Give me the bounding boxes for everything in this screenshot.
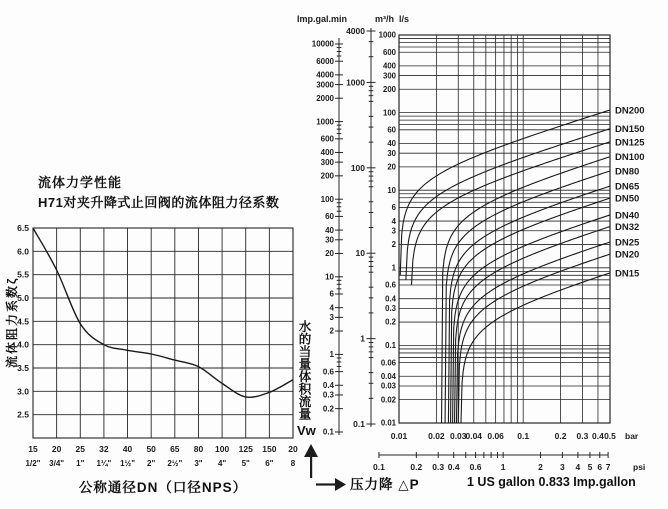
svg-text:1000: 1000 [316,117,334,127]
label-DN20: DN20 [615,249,640,261]
svg-text:2: 2 [391,240,396,250]
svg-text:2: 2 [329,326,334,336]
svg-text:0.02: 0.02 [428,431,445,441]
svg-text:0.4: 0.4 [385,294,396,304]
svg-text:0.04: 0.04 [380,371,396,381]
left-chart-title: 流体力学性能 [38,175,123,190]
svg-text:1: 1 [329,350,334,360]
svg-text:6: 6 [597,462,603,472]
svg-text:3: 3 [391,226,396,236]
curve-DN32 [455,227,610,423]
svg-text:200: 200 [320,171,334,181]
svg-text:0.3: 0.3 [385,304,396,314]
svg-text:Imp.gal.min: Imp.gal.min [297,14,348,24]
svg-text:8: 8 [290,459,296,468]
svg-text:0.4: 0.4 [322,380,334,390]
zeta-curve [33,228,293,397]
svg-text:32: 32 [99,444,109,454]
svg-text:1: 1 [391,263,396,273]
svg-text:0.4: 0.4 [447,462,460,472]
curve-DN200 [400,110,610,275]
svg-text:4.0: 4.0 [17,339,29,350]
svg-text:4000: 4000 [316,70,334,80]
svg-text:100: 100 [214,444,230,454]
svg-text:25: 25 [75,444,86,454]
svg-text:0.6: 0.6 [385,280,396,290]
left-x-nps-labels [26,459,296,468]
curve-DN15 [461,273,610,423]
svg-text:50: 50 [146,444,156,454]
svg-text:125: 125 [238,444,253,454]
label-DN150: DN150 [615,124,645,136]
svg-text:0.3: 0.3 [322,390,334,400]
svg-text:100: 100 [382,108,396,118]
svg-text:2000: 2000 [316,93,334,103]
svg-text:15: 15 [28,444,38,454]
left-chart-y-axis-label: 流体阻力系数ζ [5,276,19,368]
svg-text:0.1: 0.1 [385,341,396,351]
svg-text:7: 7 [605,462,611,472]
svg-text:1": 1" [76,459,85,468]
svg-text:1: 1 [500,462,506,472]
right-chart [295,8,668,503]
svg-text:30: 30 [387,148,396,158]
svg-text:100: 100 [320,194,334,204]
left-chart-subtitle: H71对夹升降式止回阀的流体阻力径系数 [38,195,280,210]
svg-text:4: 4 [391,216,396,226]
flow-axis-symbol: Vw [297,423,316,438]
label-DN65: DN65 [615,181,640,193]
svg-text:0.1: 0.1 [322,427,334,437]
svg-text:10: 10 [387,185,396,195]
svg-text:l/s: l/s [399,14,410,24]
svg-text:100: 100 [350,162,365,173]
up-arrow-icon [303,444,319,478]
left-x-tick-labels [28,444,298,454]
svg-text:5": 5" [241,459,250,468]
unit-headers [297,14,409,24]
svg-text:20: 20 [288,444,298,454]
svg-text:3.5: 3.5 [17,363,29,373]
curve-DN25 [456,242,610,423]
svg-text:20: 20 [387,162,396,172]
psi-axis [373,452,645,472]
svg-text:3: 3 [560,462,565,472]
svg-text:1000: 1000 [346,77,365,88]
svg-text:400: 400 [382,61,396,71]
svg-text:4000: 4000 [346,26,365,36]
svg-text:4: 4 [329,303,334,313]
left-chart-x-axis-label: 公称通径DN（口径NPS） [78,480,248,495]
curve-DN65 [448,186,610,423]
svg-text:0.3: 0.3 [432,462,445,472]
svg-text:bar: bar [625,431,639,441]
label-DN200: DN200 [615,105,645,117]
svg-text:2": 2" [147,459,156,468]
svg-text:0.2: 0.2 [554,431,567,441]
svg-text:5: 5 [587,462,593,472]
svg-text:0.3: 0.3 [576,431,589,441]
svg-text:6.0: 6.0 [17,246,29,257]
left-grid [33,228,293,438]
svg-text:6000: 6000 [316,56,334,66]
svg-text:60: 60 [325,212,334,222]
label-DN25: DN25 [615,237,640,249]
svg-text:3: 3 [329,313,334,323]
svg-text:0.04: 0.04 [465,431,483,441]
svg-text:0.02: 0.02 [380,395,396,405]
svg-text:20: 20 [51,444,62,454]
label-DN32: DN32 [615,222,640,234]
svg-text:3000: 3000 [316,80,334,90]
svg-text:0.4: 0.4 [592,431,604,441]
curve-DN40 [453,215,610,423]
imp-gal-axis [312,38,343,437]
svg-text:4": 4" [217,459,227,468]
svg-text:psi: psi [633,462,646,472]
svg-text:40: 40 [122,444,133,454]
svg-text:0.5: 0.5 [604,431,616,441]
label-DN50: DN50 [615,193,640,205]
svg-text:20: 20 [325,249,334,259]
svg-text:600: 600 [382,47,396,57]
svg-text:m³/h: m³/h [375,14,394,24]
svg-text:6: 6 [391,203,396,213]
svg-text:0.2: 0.2 [385,317,396,327]
svg-text:400: 400 [320,148,334,158]
svg-text:0.6: 0.6 [469,462,482,472]
svg-text:0.1: 0.1 [373,462,385,472]
svg-text:10: 10 [325,272,334,282]
svg-text:1/2": 1/2" [25,459,41,468]
svg-text:300: 300 [320,157,334,167]
svg-text:0.2: 0.2 [410,462,423,472]
svg-text:3.0: 3.0 [17,386,29,397]
svg-text:2.5: 2.5 [17,409,29,420]
gallon-conversion-note: 1 US gallon 0.833 Imp.gallon [467,475,636,489]
curve-DN80 [445,171,610,423]
svg-text:40: 40 [387,139,396,149]
label-DN80: DN80 [615,166,640,178]
svg-text:10000: 10000 [311,39,334,49]
label-DN125: DN125 [615,137,645,149]
svg-text:0.06: 0.06 [487,431,504,441]
svg-text:600: 600 [320,134,334,144]
bar-tick-labels [391,431,639,441]
label-DN100: DN100 [615,152,645,164]
svg-text:0.06: 0.06 [380,358,396,368]
svg-text:4: 4 [575,462,581,472]
svg-text:80: 80 [193,444,204,454]
svg-text:60: 60 [387,125,396,135]
svg-text:6: 6 [329,289,334,299]
svg-text:40: 40 [325,225,334,235]
m3h-axis [346,26,375,429]
label-DN40: DN40 [615,210,640,222]
svg-text:150: 150 [262,444,277,454]
right-arrow-icon [316,478,346,491]
svg-text:6": 6" [265,459,274,468]
svg-text:0.1: 0.1 [517,431,530,441]
curve-DN50 [451,198,610,423]
svg-text:2: 2 [538,462,543,472]
svg-text:0.2: 0.2 [322,404,334,414]
svg-text:1: 1 [360,333,365,344]
svg-text:0.1: 0.1 [353,419,365,430]
svg-text:2½": 2½" [167,459,183,468]
label-DN15: DN15 [615,268,640,280]
flow-axis-label: 水的当量体积流量 [297,320,311,420]
svg-text:1000: 1000 [378,30,396,40]
ls-tick-labels [379,31,397,428]
svg-text:6.5: 6.5 [17,223,29,233]
svg-text:5.5: 5.5 [17,269,29,280]
svg-text:1½": 1½" [120,459,136,468]
svg-text:10: 10 [355,248,365,259]
right-grid [399,35,610,423]
left-y-tick-labels [17,223,29,420]
svg-text:300: 300 [382,71,396,81]
svg-text:0.6: 0.6 [322,367,334,377]
svg-text:30: 30 [325,235,334,245]
pressure-drop-label: 压力降 △P [350,477,420,492]
svg-text:4.5: 4.5 [17,316,29,327]
svg-text:0.03: 0.03 [449,431,467,441]
svg-text:65: 65 [170,444,180,454]
svg-text:5.0: 5.0 [17,293,29,303]
svg-text:3": 3" [194,459,203,468]
svg-text:1¼": 1¼" [96,459,112,468]
svg-text:0.01: 0.01 [380,418,396,428]
svg-text:3/4": 3/4" [49,459,65,468]
svg-text:0.03: 0.03 [380,381,396,391]
left-chart [15,222,307,484]
curve-DN100 [442,157,610,423]
svg-text:200: 200 [382,84,396,94]
svg-text:0.01: 0.01 [390,431,408,441]
